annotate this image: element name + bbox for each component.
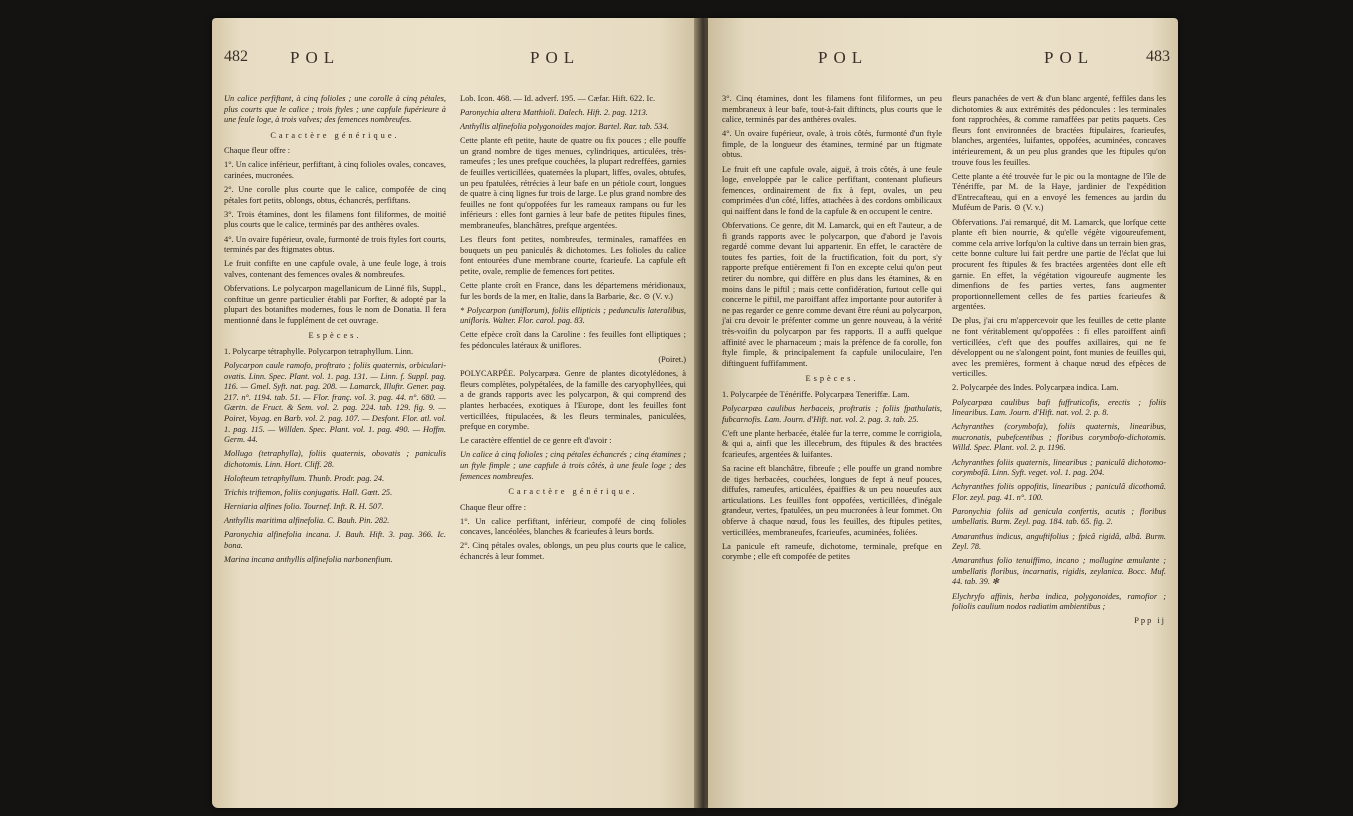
text-column bbox=[722, 94, 942, 566]
paragraph: 2°. Une corolle plus courte que le calice, compofée de cinq pétales fort petits, oblongs, obtus, échancrés, perfiftans. bbox=[224, 185, 446, 205]
paragraph: Chaque fleur offre : bbox=[460, 502, 527, 512]
paragraph: (Poiret.) bbox=[658, 355, 686, 365]
paragraph: Caractère générique. bbox=[508, 487, 638, 497]
paragraph: Herniaria alfines folio. Tournef. Inft. R. H. 507. bbox=[224, 502, 384, 512]
paragraph: Paronychia foliis ad genicula confertis, acutis ; floribus umbellatis. Burm. Zeyl. pag. 184. tab. 65. fig. 2. bbox=[952, 506, 1166, 527]
paragraph: 2°. Cinq pétales ovales, oblongs, un peu plus courts que le calice, échancrés à leur fommet. bbox=[460, 541, 686, 562]
paragraph: De plus, j'ai cru m'appercevoir que les feuilles de cette plante ne font véritablement qu'oppofées : fi elles paroiffent ainfi verticillées, c'eft que des pouffes axillaires, qui ne fe développent ou ne s'alongent point, font munies de feuilles qui, avec les premières, forment à chaque nœud des efpèces de verticilles. bbox=[952, 316, 1166, 379]
running-header: POL bbox=[1044, 48, 1095, 67]
paragraph: Ppp ij bbox=[1134, 616, 1166, 626]
paragraph: Trichis triftemon, foliis conjugatis. Hall. Gœtt. 25. bbox=[224, 488, 393, 497]
paragraph: Cette plante a été trouvée fur le pic ou la montagne de l'île de Ténériffe, par M. de la Haye, jardinier de l'expédition d'Entrecafteau, qui en a envoyé les femences au jardin du Muféum de Paris. ⊙ (V. v.) bbox=[952, 171, 1166, 213]
text-column bbox=[952, 94, 1166, 630]
paragraph: Obfervations. Le polycarpon magellanicum de Linné fils, Suppl., conftitue un genre particulier établi par Forfter, & adopté par la plupart des botaniftes modernes, fous le nom de Donatia. Il fera mentionné dans le fupplément de cet ouvrage. bbox=[224, 283, 446, 325]
paragraph: Elychryfo affinis, herba indica, polygonoides, ramofior ; foliolis caulium nodos radiatim ambientibus ; bbox=[952, 591, 1166, 612]
paragraph: La panicule eft rameufe, dichotome, terminale, prefque en corymbe ; elle eft compofée de petites bbox=[722, 541, 942, 562]
paragraph: Marina incana anthyllis alfinefolia narbonenfium. bbox=[224, 554, 393, 564]
paragraph: fleurs panachées de vert & d'un blanc argenté, feffiles dans les dichotomies & aux extrémités des pédoncules : les terminales font rapprochées, & comme ramaffées par petits paquets. Ces fleurs font environnées de bractées ftipulaires, fcarieufes, blanches, argentées, luifantes, oppofées, acuminées, concaves intérieurement, & un peu plus grandes que les ftipules qu'on trouve fous les feuilles. bbox=[952, 94, 1166, 167]
paragraph: Polycarpæa caulibus herbaceis, proftratis ; foliis fpathulatis, fubcarnofis. Lam. Journ. d'Hift. nat. vol. 2. pag. 3. tab. 25. bbox=[722, 404, 942, 424]
paragraph: Sa racine eft blanchâtre, fibreufe ; elle pouffe un grand nombre de tiges herbacées, couchées, longues de fept à neuf pouces, diffufes, rameufes, articulées, épaiffies & un peu noueufes aux articulations. Les feuilles font oppofées, verticillées, d'inégale grandeur, vertes, fpatulées, un peu mucronées à leur fommet. On obferve à chaque nœud, fous les feuilles, des ftipules petites, verticillées, membraneufes, fcarieufes, acuminées, foliées. bbox=[722, 464, 942, 537]
paragraph: 4°. Un ovaire fupérieur, ovale, furmonté de trois ftyles fort courts, terminés par des ftigmates obtus. bbox=[224, 234, 446, 255]
paragraph: Espèces. bbox=[308, 331, 362, 341]
paragraph: 3°. Cinq étamines, dont les filamens font filiformes, un peu membraneux à leur bafe, tout-à-fait diftincts, plus courts que le calice, terminés par des anthères ovales. bbox=[722, 94, 942, 125]
paragraph: Caractère générique. bbox=[270, 130, 400, 140]
paragraph: Chaque fleur offre : bbox=[224, 146, 291, 156]
paragraph: 1. Polycarpée de Ténériffe. Polycarpæa Teneriffæ. Lam. bbox=[722, 389, 910, 399]
text-column bbox=[460, 94, 686, 566]
paragraph: Anthyllis maritima alfinefolia. C. Bauh. Pin. 282. bbox=[224, 516, 390, 526]
paragraph: Le fruit eft une capfule ovale, aiguë, à trois côtés, à une feule loge, enveloppée par le calice perfiftant, contenant plufieurs femences, ordinairement de fix à fept, ovales, un peu comprimées d'un côté, liffes, attachées à des cordons ombilicaux qui naiffent dans le fond de la capfule & en occupent le centre. bbox=[722, 164, 942, 216]
paragraph: POLYCARPÉE. Polycarpæa. Genre de plantes dicotylédones, à fleurs complètes, polypétalées, de la famille des caryophyllées, qui a de grands rapports avec les polycarpon, & qui comprend des plantes herbacées, exotiques à l'Europe, dont les feuilles font verticillées, ftipulacées, & les fleurs terminales, paniculées, prefque en corymbe. bbox=[460, 369, 686, 432]
paragraph: 3°. Trois étamines, dont les filamens font filiformes, de moitié plus courts que le calice, terminés par des anthères ovales. bbox=[224, 209, 446, 230]
paragraph: Un calice à cinq folioles ; cinq pétales échancrés ; cinq étamines ; un ftyle fimple ; une capfule à trois côtés, à une feule loge ; des femences nombreufes. bbox=[460, 450, 686, 481]
paragraph: Un calice perfiftant, à cinq folioles ; une corolle à cinq pétales, plus courts que le calice ; trois ftyles ; une capfule fupérieure à une feule loge, à trois valves; des femences nombreufes. bbox=[224, 94, 446, 125]
right-page bbox=[708, 18, 1178, 808]
paragraph: Lob. Icon. 468. — Id. adverf. 195. — Cæfar. Hift. 622. Ic. bbox=[460, 94, 656, 103]
paragraph: 1°. Un calice inférieur, perfiftant, à cinq folioles ovales, concaves, carinées, mucronées. bbox=[224, 160, 446, 181]
paragraph: Le fruit confifte en une capfule ovale, à une feule loge, à trois valves, contenant des femences ovales & nombreufes. bbox=[224, 259, 446, 279]
paragraph: 1°. Un calice perfiftant, inférieur, compofé de cinq folioles concaves, lancéolées, blanches & fcarieufes à leurs bords. bbox=[460, 516, 686, 537]
paragraph: Espèces. bbox=[805, 374, 859, 384]
paragraph: Amaranthus folio tenuiffimo, incano ; mollugine æmulante ; umbellatis floribus, incarnatis, rigidis, zeylanica. Bocc. Muf. 44. tab. 39. ✻ bbox=[952, 556, 1166, 587]
paragraph: Paronychia alfinefolia incana. J. Bauh. Hift. 3. pag. 366. Ic. bona. bbox=[224, 530, 446, 550]
running-header: POL bbox=[290, 48, 341, 67]
paragraph: Cette efpèce croît dans la Caroline : fes feuilles font elliptiques ; fes pédoncules latéraux & uniflores. bbox=[460, 330, 686, 350]
paragraph: Anthyllis alfinefolia polygonoides major. Bartel. Rar. tab. 534. bbox=[460, 122, 669, 132]
paragraph: Achyranthes foliis oppofitis, linearibus ; paniculâ dicothomâ. Flor. zeyl. pag. 41. n°. 100. bbox=[952, 482, 1166, 502]
paragraph: Les fleurs font petites, nombreufes, terminales, ramaffées en bouquets un peu paniculés & dichotomes. Les folioles du calice font entourées d'une membrane courte, fcarieufe. La capfule eft petite, ovale, remplie de femences fort petites. bbox=[460, 235, 686, 276]
paragraph: C'eft une plante herbacée, étalée fur la terre, comme le corrigiola, & qui a, ainfi que les illecebrum, des ftipules & des bractées fcarieufes, argentées & luifantes. bbox=[722, 428, 942, 459]
paragraph: Paronychia altera Matthioli. Dalech. Hift. 2. pag. 1213. bbox=[460, 108, 648, 118]
paragraph: Holofteum tetraphyllum. Thunb. Prodr. pag. 24. bbox=[224, 473, 385, 483]
text-column bbox=[224, 94, 446, 569]
paragraph: Cette plante croît en France, dans les départemens méridionaux, fur les bords de la mer, en Italie, dans la Barbarie, &c. ⊙ (V. v.) bbox=[460, 281, 686, 301]
paragraph: Achyranthes foliis quaternis, linearibus ; paniculâ dichotomo-corymbofâ. Linn. Syft. veget. vol. 1. pag. 204. bbox=[952, 457, 1166, 478]
paragraph: Polycarpon caule ramofo, proftrato ; foliis quaternis, orbiculari-ovatis. Linn. Spec. Plant. vol. 1. pag. 131. — Linn. f. Suppl. pag. 116. — Gmel. Syft. nat. pag. 208. — Lamarck, Illuftr. Gener. pag. 217. n°. 1194. tab. 51. — Flor. franç. vol. 3. pag. 44. n°. 680. — Gærtn. de Fruct. & Sem. vol. 2. pag. 224. tab. 129. fig. 9. — Poiret, Voyag. en Barb. vol. 2. pag. 107. — Desfont. Flor. atl. vol. 1. pag. 115. — Willden. Spec. Plant. vol. 1. pag. 490. — Hoffm. Germ. 44. bbox=[224, 360, 446, 445]
paragraph: 4°. Un ovaire fupérieur, ovale, à trois côtés, furmonté d'un ftyle fimple, de la longueur des étamines, terminé par un ftigmate obtus. bbox=[722, 129, 942, 160]
paragraph: Polycarpæa caulibus bafi fuffruticofis, erectis ; foliis linearibus. Lam. Journ. d'Hift. nat. vol. 2. p. 8. bbox=[952, 397, 1166, 418]
left-page bbox=[212, 18, 698, 808]
page-number: 483 bbox=[1146, 48, 1170, 65]
paragraph: Amaranthus indicus, anguftifolius ; fpicâ rigidâ, albâ. Burm. Zeyl. 78. bbox=[952, 531, 1166, 552]
paragraph: Achyranthes (corymbofa), foliis quaternis, linearibus, mucronatis, pubefcentibus ; floribus corymbofo-dichotomis. Willd. Spec. Plant. vol. 2. p. 1196. bbox=[952, 422, 1166, 453]
paragraph: 2. Polycarpée des Indes. Polycarpæa indica. Lam. bbox=[952, 383, 1119, 393]
paragraph: Cette plante eft petite, haute de quatre ou fix pouces ; elle pouffe un grand nombre de tiges menues, cylindriques, articulées, très-rameufes ; les unes prefque couchées, la plupart redreffées, garnies de feuilles verticillées, quaternées la plupart, liffes, ovales, obtufes, un peu fpatulées, rétrécies à leur bafe en un pétiole court, longues de quatre à cinq lignes fur trois de large. Le plus grand nombre des feuilles ne font qu'oppofées fur les rameaux rampans ou fur les inférieurs : elles font garnies à leur bafe de petites ftipules fines, membraneufes, blanchâtres, prefque argentées. bbox=[460, 136, 686, 231]
paragraph: Obfervations. Ce genre, dit M. Lamarck, qui en eft l'auteur, a de fi grands rapports avec le polycarpon, que d'abord je l'avois regardé comme devant lui appartenir. En effet, le caractère de toutes fes parties, foit de la fructification, foit du port, s'y rapporte prefque entièrement fi l'on en excepte celui qu'on peut retirer du nombre, qui diffère en plus dans les étamines, & en moins dans le piftil ; mais cette confidération, furtout celle qui concerne le piftil, me paroiffant affez importante pour autorifer à ne pas regarder ce genre comme devant être réuni au polycarpon, j'ai cru devoir le préfenter comme un genre nouveau, à la vérité très-voifin du polycarpon par fes rapports. Il a auffi quelque affinité avec le pharnaceum ; mais la préfence de fa corolle, fon ftyle fimple, & principalement fa capfule uniloculaire, l'en diftinguent fuffifamment. bbox=[722, 221, 942, 368]
paragraph: Le caractère effentiel de ce genre eft d'avoir : bbox=[460, 436, 612, 446]
page-number: 482 bbox=[224, 48, 248, 65]
running-header: POL bbox=[530, 48, 581, 67]
paragraph: * Polycarpon (uniflorum), foliis ellipticis ; pedunculis lateralibus, unifloris. Walter. Flor. carol. pag. 83. bbox=[460, 305, 686, 326]
paragraph: Obfervations. J'ai remarqué, dit M. Lamarck, que lorfque cette plante eft bien nourrie, & qu'elle végète vigoureufement, comme cela arrive lorfqu'on la cultive dans un terrain bien gras, cette bonne culture lui fait perdre une partie de l'éclat que lui procurent fes ftipules & fes bractées argentées dont elle eft garnie. En effet, la végétation vigoureufe augmente les dimenfions de fes parties vertes, fans augmenter proportionnellement celles de fes parties fcarieufes & argentées. bbox=[952, 217, 1166, 312]
running-header: POL bbox=[818, 48, 869, 67]
paragraph: 1. Polycarpe tétraphylle. Polycarpon tetraphyllum. Linn. bbox=[224, 346, 414, 356]
paragraph: Mollugo (tetraphylla), foliis quaternis, obovatis ; paniculis dichotomis. Linn. Hort. Cliff. 28. bbox=[224, 449, 446, 469]
